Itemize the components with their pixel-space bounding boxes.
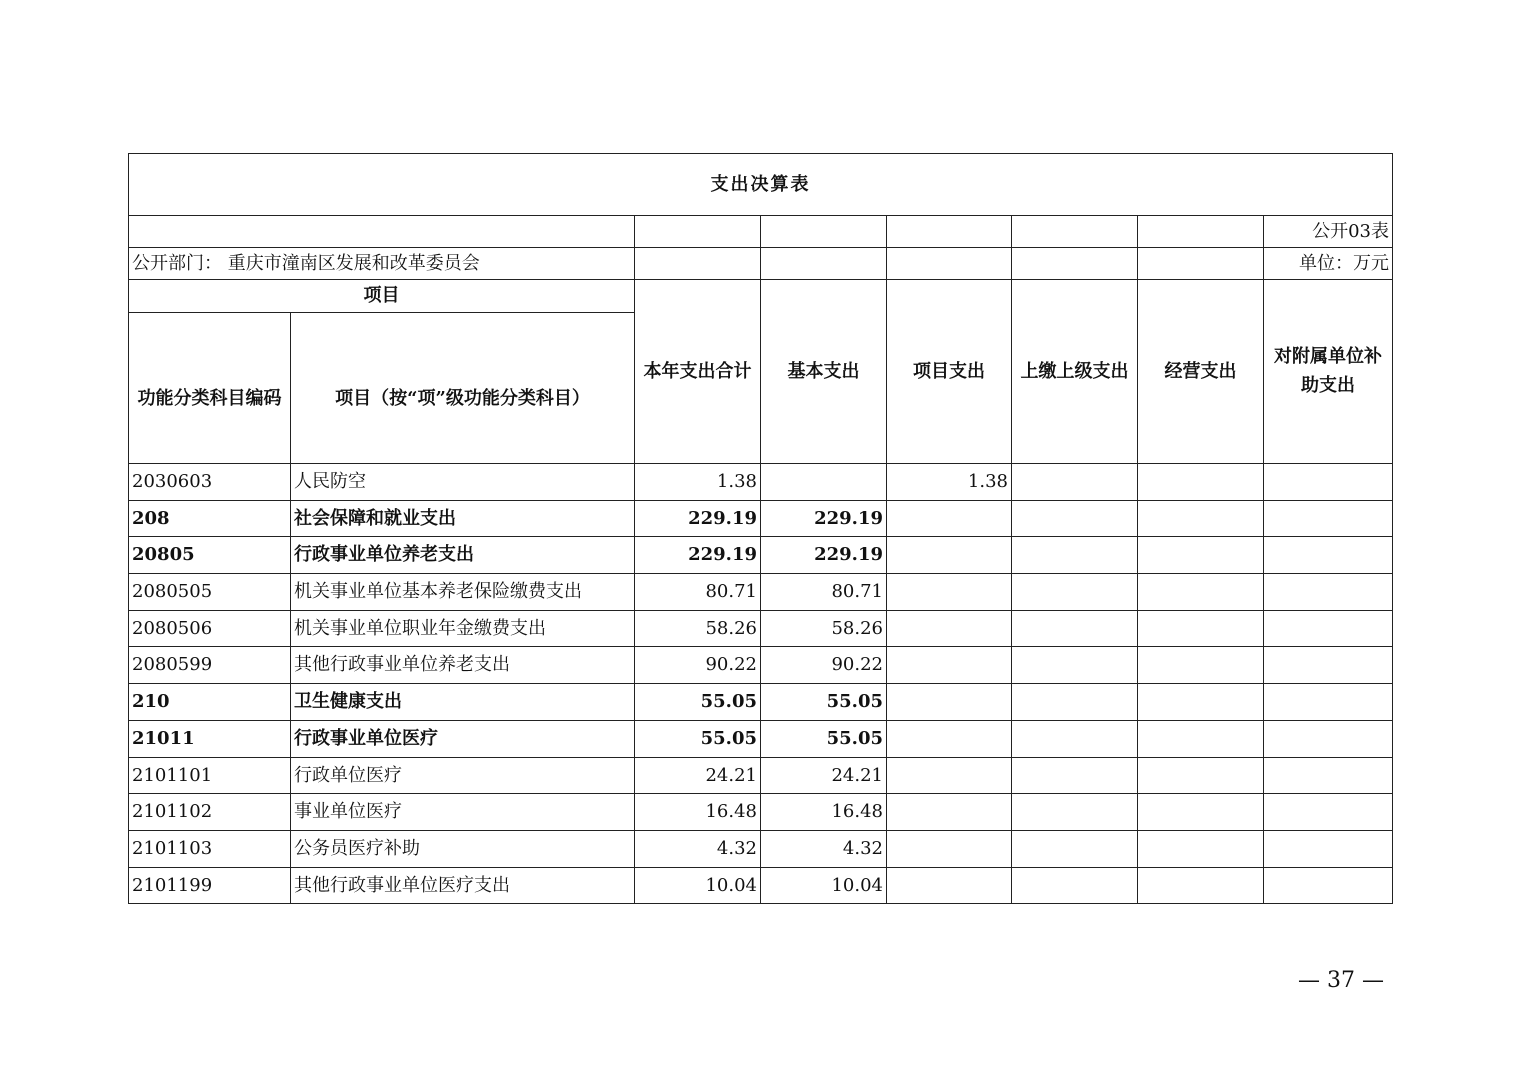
cell-basic: 55.05 <box>761 684 887 721</box>
cell-business <box>1138 684 1264 721</box>
cell-basic: 10.04 <box>761 867 887 904</box>
cell-name: 机关事业单位基本养老保险缴费支出 <box>291 574 635 611</box>
cell-name: 行政单位医疗 <box>291 757 635 794</box>
cell-basic: 90.22 <box>761 647 887 684</box>
cell-project <box>887 794 1012 831</box>
header-total: 本年支出合计 <box>635 280 761 464</box>
cell-total: 80.71 <box>635 574 761 611</box>
cell-upper <box>1012 574 1138 611</box>
meta-cell <box>1012 248 1138 280</box>
table-row <box>129 757 1393 794</box>
cell-project <box>887 867 1012 904</box>
cell-upper <box>1012 867 1138 904</box>
cell-project: 1.38 <box>887 464 1012 501</box>
table-row <box>129 574 1393 611</box>
department-label: 公开部门： 重庆市潼南区发展和改革委员会 <box>129 248 635 280</box>
cell-project <box>887 684 1012 721</box>
cell-basic: 229.19 <box>761 537 887 574</box>
table-row <box>129 867 1393 904</box>
table-row <box>129 647 1393 684</box>
cell-business <box>1138 830 1264 867</box>
meta-cell <box>1138 248 1264 280</box>
cell-business <box>1138 720 1264 757</box>
cell-basic: 58.26 <box>761 610 887 647</box>
cell-basic: 4.32 <box>761 830 887 867</box>
cell-code: 2080599 <box>129 647 291 684</box>
cell-code: 2101102 <box>129 794 291 831</box>
cell-total: 4.32 <box>635 830 761 867</box>
cell-basic: 229.19 <box>761 500 887 537</box>
cell-total: 16.48 <box>635 794 761 831</box>
header-upper: 上缴上级支出 <box>1012 280 1138 464</box>
cell-upper <box>1012 464 1138 501</box>
cell-upper <box>1012 684 1138 721</box>
cell-name: 行政事业单位养老支出 <box>291 537 635 574</box>
cell-upper <box>1012 647 1138 684</box>
cell-total: 90.22 <box>635 647 761 684</box>
meta-cell <box>887 216 1012 248</box>
cell-upper <box>1012 830 1138 867</box>
cell-business <box>1138 610 1264 647</box>
meta-cell <box>635 248 761 280</box>
cell-business <box>1138 537 1264 574</box>
cell-code: 2101103 <box>129 830 291 867</box>
meta-cell <box>635 216 761 248</box>
cell-name: 社会保障和就业支出 <box>291 500 635 537</box>
table-row <box>129 830 1393 867</box>
cell-subsidy <box>1264 647 1393 684</box>
cell-upper <box>1012 757 1138 794</box>
table-body <box>129 464 1393 904</box>
cell-name: 事业单位医疗 <box>291 794 635 831</box>
unit-label: 单位：万元 <box>1264 248 1393 280</box>
cell-subsidy <box>1264 757 1393 794</box>
table-row <box>129 610 1393 647</box>
cell-code: 2080506 <box>129 610 291 647</box>
cell-upper <box>1012 794 1138 831</box>
cell-total: 229.19 <box>635 500 761 537</box>
cell-code: 21011 <box>129 720 291 757</box>
cell-upper <box>1012 537 1138 574</box>
header-basic: 基本支出 <box>761 280 887 464</box>
cell-basic <box>761 464 887 501</box>
cell-total: 55.05 <box>635 720 761 757</box>
cell-subsidy <box>1264 830 1393 867</box>
cell-basic: 16.48 <box>761 794 887 831</box>
cell-project <box>887 647 1012 684</box>
cell-business <box>1138 574 1264 611</box>
cell-business <box>1138 794 1264 831</box>
cell-project <box>887 574 1012 611</box>
cell-subsidy <box>1264 794 1393 831</box>
cell-basic: 80.71 <box>761 574 887 611</box>
cell-code: 2101199 <box>129 867 291 904</box>
page-number: — 37 — <box>1298 968 1384 993</box>
cell-project <box>887 757 1012 794</box>
cell-subsidy <box>1264 720 1393 757</box>
cell-total: 1.38 <box>635 464 761 501</box>
table-row <box>129 500 1393 537</box>
cell-code: 2030603 <box>129 464 291 501</box>
cell-upper <box>1012 500 1138 537</box>
header-name: 项目（按“项”级功能分类科目） <box>291 313 635 464</box>
cell-project <box>887 500 1012 537</box>
header-subsidy: 对附属单位补助支出 <box>1264 280 1393 464</box>
cell-project <box>887 720 1012 757</box>
table-row <box>129 794 1393 831</box>
cell-name: 其他行政事业单位养老支出 <box>291 647 635 684</box>
cell-code: 210 <box>129 684 291 721</box>
cell-name: 行政事业单位医疗 <box>291 720 635 757</box>
cell-business <box>1138 647 1264 684</box>
meta-cell <box>761 248 887 280</box>
cell-subsidy <box>1264 574 1393 611</box>
table-row <box>129 537 1393 574</box>
header-code: 功能分类科目编码 <box>129 313 291 464</box>
cell-business <box>1138 757 1264 794</box>
expenditure-table <box>128 153 1393 904</box>
cell-total: 24.21 <box>635 757 761 794</box>
cell-code: 208 <box>129 500 291 537</box>
table-row <box>129 464 1393 501</box>
header-business: 经营支出 <box>1138 280 1264 464</box>
cell-total: 229.19 <box>635 537 761 574</box>
cell-business <box>1138 464 1264 501</box>
table-row <box>129 684 1393 721</box>
meta-blank <box>129 216 635 248</box>
table-row <box>129 720 1393 757</box>
cell-basic: 24.21 <box>761 757 887 794</box>
cell-basic: 55.05 <box>761 720 887 757</box>
table-id: 公开03表 <box>1264 216 1393 248</box>
cell-upper <box>1012 720 1138 757</box>
cell-name: 公务员医疗补助 <box>291 830 635 867</box>
cell-total: 55.05 <box>635 684 761 721</box>
cell-project <box>887 830 1012 867</box>
cell-subsidy <box>1264 500 1393 537</box>
cell-subsidy <box>1264 537 1393 574</box>
cell-name: 其他行政事业单位医疗支出 <box>291 867 635 904</box>
cell-business <box>1138 867 1264 904</box>
cell-subsidy <box>1264 684 1393 721</box>
cell-upper <box>1012 610 1138 647</box>
cell-total: 10.04 <box>635 867 761 904</box>
cell-subsidy <box>1264 867 1393 904</box>
cell-subsidy <box>1264 464 1393 501</box>
table-title: 支出决算表 <box>129 154 1393 216</box>
header-item-group: 项目 <box>129 280 635 313</box>
cell-total: 58.26 <box>635 610 761 647</box>
cell-project <box>887 537 1012 574</box>
meta-cell <box>887 248 1012 280</box>
meta-cell <box>1012 216 1138 248</box>
cell-code: 20805 <box>129 537 291 574</box>
meta-cell <box>1138 216 1264 248</box>
cell-subsidy <box>1264 610 1393 647</box>
cell-name: 机关事业单位职业年金缴费支出 <box>291 610 635 647</box>
header-project: 项目支出 <box>887 280 1012 464</box>
cell-name: 卫生健康支出 <box>291 684 635 721</box>
cell-business <box>1138 500 1264 537</box>
meta-cell <box>761 216 887 248</box>
cell-project <box>887 610 1012 647</box>
cell-code: 2080505 <box>129 574 291 611</box>
cell-code: 2101101 <box>129 757 291 794</box>
cell-name: 人民防空 <box>291 464 635 501</box>
